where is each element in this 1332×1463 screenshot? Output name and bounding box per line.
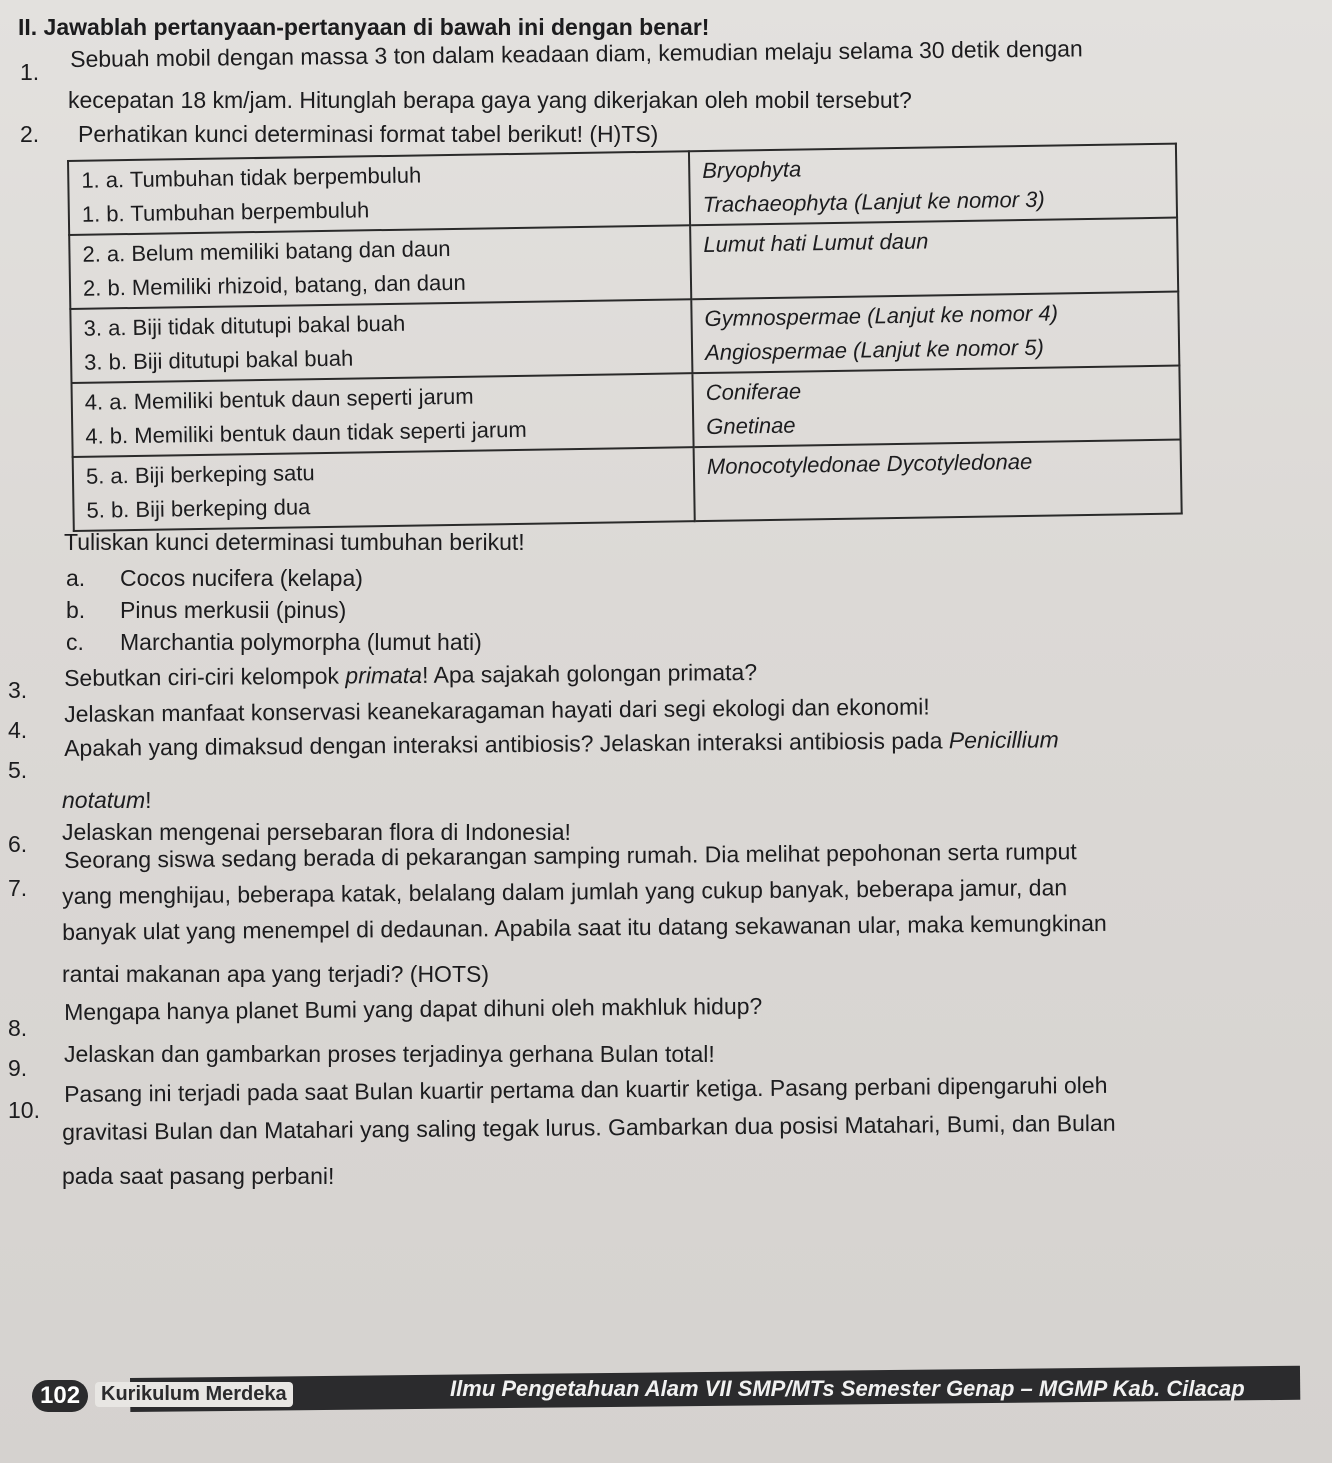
result-3b: Angiospermae (Lanjut ke nomor 5): [704, 334, 1044, 365]
q7-number: 7.: [8, 875, 28, 901]
result-3a: Gymnospermae (Lanjut ke nomor 4): [704, 300, 1059, 332]
q2-number: 2.: [20, 121, 40, 147]
q2-item-c: Marchantia polymorpha (lumut hati): [120, 629, 482, 655]
curriculum-badge: Kurikulum Merdeka: [95, 1382, 293, 1407]
page-number: 102: [32, 1380, 88, 1412]
q1-number: 1.: [20, 59, 40, 85]
determination-key-table: [67, 143, 1183, 532]
q7-line3: banyak ulat yang menempel di dedaunan. Apabila saat itu datang sekawanan ular, maka kemungkinan: [62, 909, 1107, 945]
q10-line2: gravitasi Bulan dan Matahari yang saling tegak lurus. Gambarkan dua posisi Matahari, Bumi, dan Bulan: [62, 1109, 1116, 1145]
q5-em: Penicillium: [948, 726, 1059, 754]
q2-item-c-label: c.: [66, 629, 84, 655]
q2-item-a: Cocos nucifera (kelapa): [120, 565, 363, 591]
key-5a: 5. a. Biji berkeping satu: [85, 460, 315, 489]
q2-item-b-label: b.: [66, 597, 86, 623]
q3-text: [64, 658, 757, 692]
key-3a: 3. a. Biji tidak ditutupi bakal buah: [83, 310, 406, 341]
section-heading: II. Jawablah pertanyaan-pertanyaan di bawah ini dengan benar!: [18, 14, 710, 40]
q5-line2-text: notatum: [62, 787, 146, 813]
result-1a: Bryophyta: [702, 156, 802, 184]
key-2a: 2. a. Belum memiliki batang dan daun: [82, 235, 451, 267]
key-5b: 5. b. Biji berkeping dua: [86, 494, 311, 523]
q2-item-b: Pinus merkusii (pinus): [120, 597, 347, 623]
q8-number: 8.: [8, 1015, 28, 1041]
q3-pre: Sebutkan ciri-ciri kelompok: [64, 662, 346, 691]
q10-number: 10.: [8, 1097, 40, 1123]
q10-line1: Pasang ini terjadi pada saat Bulan kuartir pertama dan kuartir ketiga. Pasang perbani dipengaruhi oleh: [64, 1071, 1108, 1107]
q9-number: 9.: [8, 1055, 28, 1081]
result-5: Monocotyledonae Dycotyledonae: [706, 448, 1033, 479]
q6-text: Jelaskan mengenai persebaran flora di Indonesia!: [62, 819, 571, 845]
footer-title: Ilmu Pengetahuan Alam VII SMP/MTs Semester Genap – MGMP Kab. Cilacap: [450, 1376, 1245, 1401]
q7-line1: Seorang siswa sedang berada di pekarangan samping rumah. Dia melihat pepohonan serta rumput: [64, 838, 1077, 873]
q9-text: Jelaskan dan gambarkan proses terjadinya gerhana Bulan total!: [64, 1041, 715, 1067]
key-4a: 4. a. Memiliki bentuk daun seperti jarum: [84, 383, 474, 415]
q5-line1: [64, 725, 1059, 762]
q4-text: Jelaskan manfaat konservasi keanekaragaman hayati dari segi ekologi dan ekonomi!: [64, 693, 930, 727]
result-2: Lumut hati Lumut daun: [703, 228, 929, 258]
q3-em: primata: [345, 661, 423, 689]
q5-line2-post: !: [145, 787, 152, 813]
q2-instruction: Tuliskan kunci determinasi tumbuhan berikut!: [64, 529, 525, 555]
q5-line2: [62, 786, 152, 814]
q3-number: 3.: [8, 677, 28, 703]
q10-line3: pada saat pasang perbani!: [62, 1163, 335, 1189]
q7-line2: yang menghijau, beberapa katak, belalang dalam jumlah yang cukup banyak, beberapa jamur, dan: [62, 874, 1068, 909]
q2-intro: Perhatikan kunci determinasi format tabel berikut! (H)TS): [78, 121, 659, 147]
result-4a: Coniferae: [705, 378, 802, 405]
key-2b: 2. b. Memiliki rhizoid, batang, dan daun: [82, 269, 466, 301]
key-1a: 1. a. Tumbuhan tidak berpembuluh: [81, 162, 422, 193]
key-4b: 4. b. Memiliki bentuk daun tidak seperti jarum: [85, 416, 527, 449]
q1-line1: Sebuah mobil dengan massa 3 ton dalam keadaan diam, kemudian melaju selama 30 detik dengan: [70, 35, 1083, 72]
q8-text: Mengapa hanya planet Bumi yang dapat dihuni oleh makhluk hidup?: [64, 992, 763, 1025]
q5-line1-text: Apakah yang dimaksud dengan interaksi antibiosis? Jelaskan interaksi antibiosis pada: [64, 727, 949, 761]
q1-line2: kecepatan 18 km/jam. Hitunglah berapa gaya yang dikerjakan oleh mobil tersebut?: [68, 87, 912, 113]
result-1b: Trachaeophyta (Lanjut ke nomor 3): [702, 186, 1045, 218]
q3-post: ! Apa sajakah golongan primata?: [421, 658, 758, 688]
q5-number: 5.: [8, 757, 28, 783]
q7-line4: rantai makanan apa yang terjadi? (HOTS): [62, 961, 489, 987]
key-3b: 3. b. Biji ditutupi bakal buah: [83, 345, 354, 375]
key-1b: 1. b. Tumbuhan berpembuluh: [81, 197, 370, 227]
q2-item-a-label: a.: [66, 565, 86, 591]
result-4b: Gnetinae: [706, 412, 796, 439]
q4-number: 4.: [8, 717, 28, 743]
q6-number: 6.: [8, 831, 28, 857]
